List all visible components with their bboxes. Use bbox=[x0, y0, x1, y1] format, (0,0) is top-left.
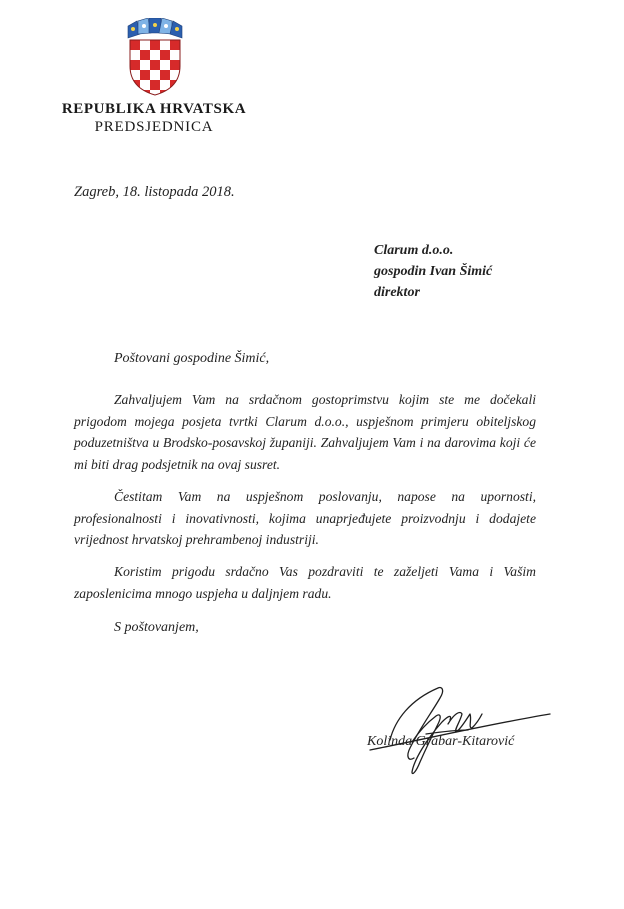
shield-square bbox=[160, 70, 170, 80]
shield-square bbox=[170, 80, 180, 90]
shield-square bbox=[160, 50, 170, 60]
salutation: Poštovani gospodine Šimić, bbox=[114, 351, 270, 366]
paragraph-congratulations: Čestitam Vam na uspješnom poslovanju, napose na upornosti, profesionalnosti i inovativnosti, kojima unaprjeđujete proizvodnju i dodajete vrijednost hrvatskoj prehrambenoj industriji. bbox=[74, 489, 536, 547]
shield-square bbox=[140, 70, 150, 80]
shield-square bbox=[150, 80, 160, 90]
shield-square bbox=[140, 50, 150, 60]
shield-square bbox=[150, 40, 160, 50]
recipient-block bbox=[374, 240, 492, 303]
letter-date: Zagreb, 18. listopada 2018. bbox=[74, 184, 235, 200]
recipient-company: Clarum d.o.o. bbox=[374, 243, 454, 258]
letterhead-subtitle: PREDSJEDNICA bbox=[94, 119, 214, 135]
closing: S poštovanjem, bbox=[114, 620, 199, 635]
shield-square bbox=[170, 60, 180, 70]
handwritten-signature bbox=[350, 680, 560, 780]
paragraph-wishes: Koristim prigodu srdačno Vas pozdraviti te zaželjeti Vama i Vašim zaposlenicima mnogo uspjeha u daljnjem radu. bbox=[74, 564, 536, 601]
shield-square bbox=[130, 60, 140, 70]
checkerboard-shield bbox=[130, 40, 180, 96]
croatian-coat-of-arms-icon bbox=[124, 18, 186, 96]
shield-square bbox=[130, 40, 140, 50]
recipient-person: gospodin Ivan Šimić bbox=[374, 264, 493, 279]
shield-square bbox=[150, 60, 160, 70]
paragraph-thanks: Zahvaljujem Vam na srdačnom gostoprimstvu kojim ste me dočekali prigodom mojega posjeta tvrtki Clarum d.o.o., uspješnom primjeru obiteljskog poduzetništva u Brodsko-posavskoj županiji. Zahvaljujem Vam i na darovima koji će mi biti drag podsjetnik na ovaj susret. bbox=[74, 392, 536, 472]
signer-name: Kolinda Grabar-Kitarović bbox=[367, 734, 515, 749]
recipient-role: direktor bbox=[374, 285, 420, 300]
shield-square bbox=[170, 40, 180, 50]
shield-square bbox=[130, 80, 140, 90]
letterhead-title: REPUBLIKA HRVATSKA bbox=[61, 101, 247, 117]
crown bbox=[128, 18, 182, 38]
